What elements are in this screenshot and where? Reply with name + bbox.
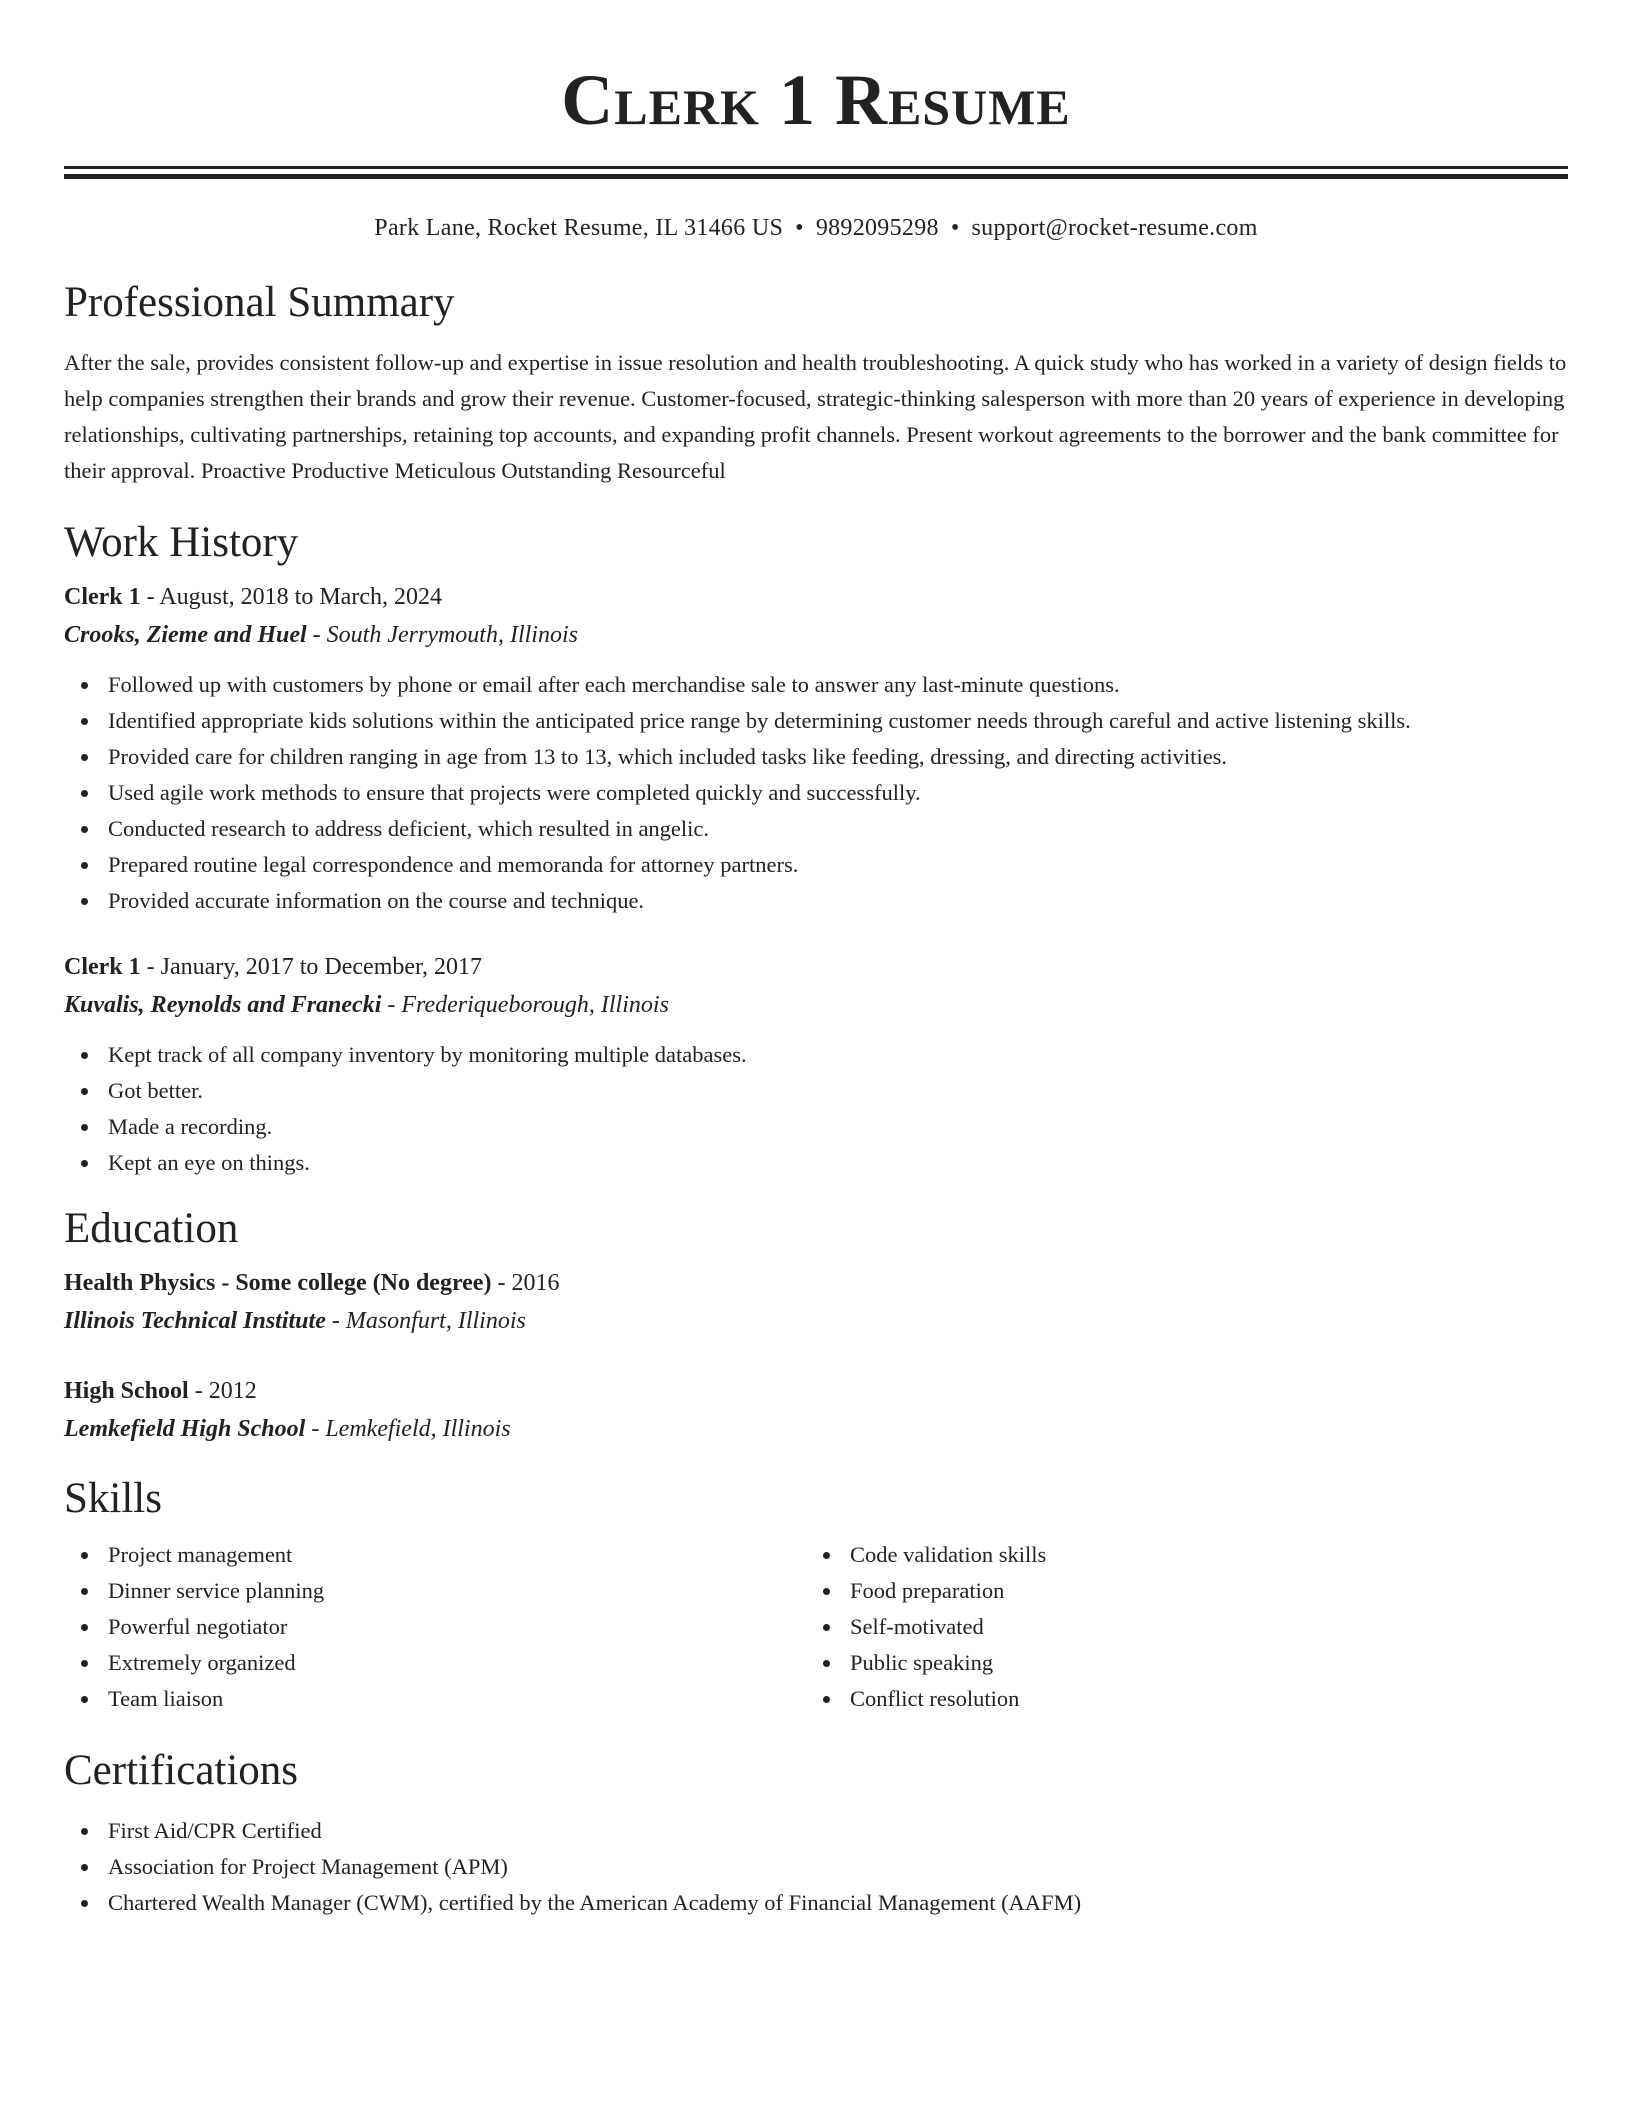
job-dates: January, 2017 to December, 2017 xyxy=(160,954,483,980)
contact-phone: 9892095298 xyxy=(815,215,939,241)
education-year: 2016 xyxy=(511,1270,560,1296)
skill-item: Powerful negotiator xyxy=(64,1609,806,1645)
job-bullet: Kept track of all company inventory by monitoring multiple databases. xyxy=(64,1037,1568,1073)
job-company-line: Crooks, Zieme and Huel - South Jerrymouth, Illinois xyxy=(64,622,578,648)
job-bullet: Provided accurate information on the course and technique. xyxy=(64,883,1568,919)
education-degree-line: High School - 2012 xyxy=(64,1378,257,1404)
summary-heading: Professional Summary xyxy=(64,279,455,326)
education-school: Lemkefield High School xyxy=(64,1416,306,1442)
summary-text: After the sale, provides consistent follow-up and expertise in issue resolution and health troubleshooting. A quick study who has worked in a variety of design fields to help companies strengthen their brands and grow their revenue. Customer-focused, strategic-thinking salesperson with more than 20 years of experience in developing relationships, cultivating partnerships, retaining top accounts, and expanding profit channels. Present workout agreements to the borrower and the bank committee for their approval. Proactive Productive Meticulous Outstanding Resourceful xyxy=(64,350,1567,483)
certifications-heading: Certifications xyxy=(64,1747,299,1794)
skill-item: Project management xyxy=(64,1537,806,1573)
job-bullet: Made a recording. xyxy=(64,1109,1568,1145)
job-bullet: Kept an eye on things. xyxy=(64,1145,1568,1181)
contact-address: Park Lane, Rocket Resume, IL 31466 US xyxy=(374,215,784,241)
certifications-list xyxy=(64,1813,1568,1921)
skills-list-right xyxy=(806,1537,1548,1717)
contact-separator: • xyxy=(795,215,804,241)
job-title: Clerk 1 xyxy=(64,954,141,980)
education-year: 2012 xyxy=(208,1378,257,1404)
education-degree: High School xyxy=(64,1378,189,1404)
job-bullet: Got better. xyxy=(64,1073,1568,1109)
education-location: Masonfurt, Illinois xyxy=(345,1308,526,1334)
work-history-heading: Work History xyxy=(64,519,299,566)
skills-column-right xyxy=(806,1537,1548,1717)
skills-section xyxy=(64,1473,1568,1717)
job-bullet: Used agile work methods to ensure that projects were completed quickly and successfully. xyxy=(64,775,1568,811)
certification-item: Chartered Wealth Manager (CWM), certified by the American Academy of Financial Management (AAFM) xyxy=(64,1885,1568,1921)
skill-item: Dinner service planning xyxy=(64,1573,806,1609)
skill-item: Extremely organized xyxy=(64,1645,806,1681)
job-entry xyxy=(64,951,1568,1181)
contact-separator: • xyxy=(950,215,960,241)
skill-item: Self-motivated xyxy=(806,1609,1548,1645)
job-bullet: Conducted research to address deficient, which resulted in angelic. xyxy=(64,811,1568,847)
education-entry xyxy=(64,1267,1568,1337)
job-company-line: Kuvalis, Reynolds and Franecki - Frederiqueborough, Illinois xyxy=(64,992,669,1018)
title-rule-thick xyxy=(64,174,1568,179)
education-degree: Health Physics - Some college (No degree) xyxy=(64,1270,492,1296)
education-school-line: Lemkefield High School - Lemkefield, Illinois xyxy=(64,1416,511,1442)
education-section xyxy=(64,1203,1568,1445)
contact-email: support@rocket-resume.com xyxy=(971,215,1258,241)
job-title-line: Clerk 1 - August, 2018 to March, 2024 xyxy=(64,584,442,610)
job-title-line: Clerk 1 - January, 2017 to December, 2017 xyxy=(64,954,483,980)
skills-heading: Skills xyxy=(64,1475,162,1522)
job-bullet: Followed up with customers by phone or email after each merchandise sale to answer any last-minute questions. xyxy=(64,667,1568,703)
skill-item: Food preparation xyxy=(806,1573,1548,1609)
job-bullet: Identified appropriate kids solutions within the anticipated price range by determining customer needs through careful and active listening skills. xyxy=(64,703,1568,739)
resume-title: Clerk 1 Resume xyxy=(561,60,1071,140)
job-bullet: Provided care for children ranging in age from 13 to 13, which included tasks like feeding, dressing, and directing activities. xyxy=(64,739,1568,775)
job-company: Crooks, Zieme and Huel xyxy=(64,622,307,648)
education-degree-line: Health Physics - Some college (No degree) - 2016 xyxy=(64,1270,560,1296)
certification-item: First Aid/CPR Certified xyxy=(64,1813,1568,1849)
skill-item: Team liaison xyxy=(64,1681,806,1717)
education-location: Lemkefield, Illinois xyxy=(325,1416,511,1442)
job-dates: August, 2018 to March, 2024 xyxy=(159,584,442,610)
skills-grid xyxy=(64,1537,1568,1717)
education-school-line: Illinois Technical Institute - Masonfurt, Illinois xyxy=(64,1308,526,1334)
certifications-section xyxy=(64,1745,1568,1921)
work-history-section xyxy=(64,517,1568,1181)
job-location: Frederiqueborough, Illinois xyxy=(401,992,669,1018)
job-bullets xyxy=(64,667,1568,919)
contact-line xyxy=(64,213,1568,243)
summary-section xyxy=(64,277,1568,489)
job-bullets xyxy=(64,1037,1568,1181)
job-bullet: Prepared routine legal correspondence and memoranda for attorney partners. xyxy=(64,847,1568,883)
education-entry xyxy=(64,1375,1568,1445)
job-title: Clerk 1 xyxy=(64,584,141,610)
skill-item: Public speaking xyxy=(806,1645,1548,1681)
job-company: Kuvalis, Reynolds and Franecki xyxy=(64,992,382,1018)
skills-list-left xyxy=(64,1537,806,1717)
education-school: Illinois Technical Institute xyxy=(64,1308,326,1334)
skills-column-left xyxy=(64,1537,806,1717)
skill-item: Conflict resolution xyxy=(806,1681,1548,1717)
education-heading: Education xyxy=(64,1205,239,1252)
job-entry xyxy=(64,581,1568,919)
certification-item: Association for Project Management (APM) xyxy=(64,1849,1568,1885)
skill-item: Code validation skills xyxy=(806,1537,1548,1573)
title-rule-thin xyxy=(64,166,1568,169)
job-location: South Jerrymouth, Illinois xyxy=(326,622,578,648)
